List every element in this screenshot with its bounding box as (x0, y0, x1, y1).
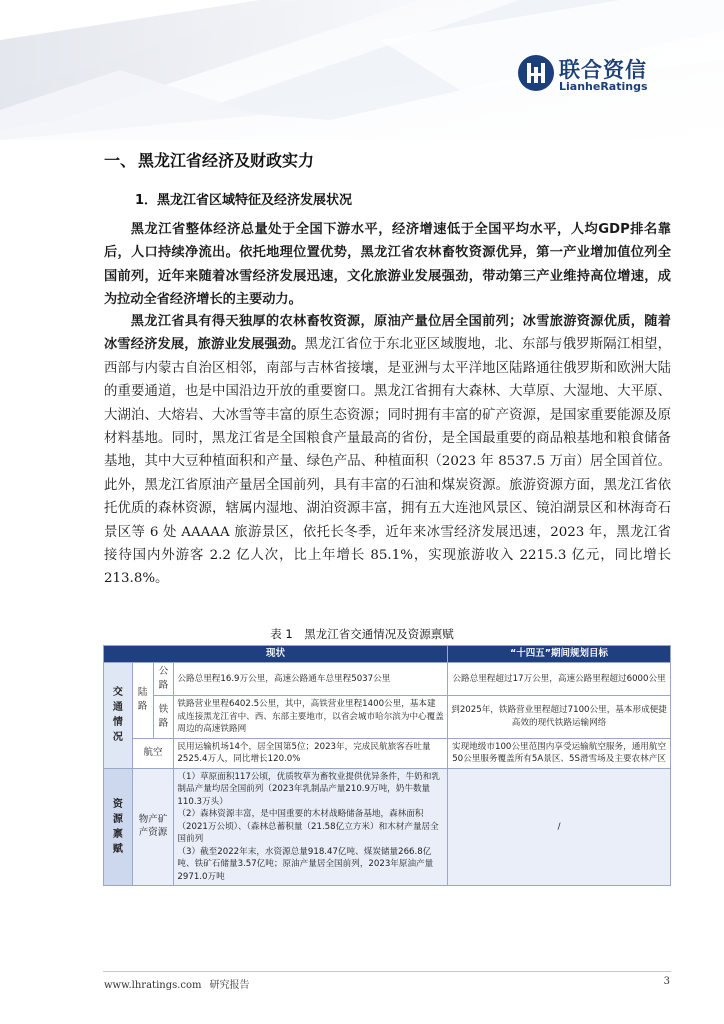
resources-target: / (448, 768, 671, 886)
section-heading (104, 148, 314, 171)
label-land: 陆 路 (132, 663, 153, 739)
table-row-rail (104, 696, 671, 739)
resource-item-3: （3）截至2022年末，水资源总量918.47亿吨、煤炭储量266.8亿吨、铁矿石储量3.57亿吨；原油产量居全国前列，2023年原油产量2971.0万吨 (177, 846, 434, 882)
footer-divider (103, 971, 671, 972)
lianhe-logo-icon (517, 54, 555, 92)
resource-item-1: （1）草原面积117公顷，优质牧草为畜牧业提供优异条件，牛奶和乳制品产量均居全国前列（2023年乳制品产量210.9万吨，奶牛数量110.3万头） (177, 771, 440, 807)
rail-current: 铁路营业里程6402.5公里，其中，高铁营业里程1400公里，基本建成连接黑龙江省中、西、东部主要地市，以省会城市哈尔滨为中心覆盖周边的高速铁路网 (174, 696, 448, 739)
resource-table (103, 645, 671, 886)
resources-current (174, 768, 448, 886)
rail-target: 到2025年，铁路营业里程超过7100公里，基本形成便捷高效的现代铁路运输网络 (448, 696, 671, 739)
label-road: 公 路 (153, 663, 174, 696)
label-rail: 铁 路 (153, 696, 174, 739)
paragraph-1-bold: 黑龙江省整体经济总量处于全国下游水平，经济增速低于全国平均水平，人均GDP排名靠后，人口持续净流出。依托地理位置优势，黑龙江省农林畜牧资源优异，第一产业增加值位列全国前列，近年来随着冰雪经济发展迅速，文化旅游业发展强劲，带动第三产业维持高位增速，成为拉动全省经济增长的主要动力。 (104, 222, 671, 308)
road-target: 公路总里程超过17万公里，高速公路里程超过6000公里 (448, 663, 671, 696)
table-header-row (104, 646, 671, 663)
paragraph-2-bold: 黑龙江省具有得天独厚的农林畜牧资源，原油产量位居全国前列；冰雪旅游资源优质，随着冰雪经济发展，旅游业发展强劲。 (104, 314, 671, 353)
label-air: 航空 (132, 738, 174, 768)
header-target: “十四五”期间规划目标 (448, 646, 671, 663)
paragraph-2-text: 黑龙江省位于东北亚区域腹地，北、东部与俄罗斯隔江相望，西部与内蒙古自治区相邻，南部与吉林省接壤，是亚洲与太平洋地区陆路通往俄罗斯和欧洲大陆的重要通道，也是中国沿边开放的重要窗口。黑龙江省拥有大森林、大草原、大湿地、大平原、大湖泊、大熔岩、大冰雪等丰富的原生态资源；同时拥有丰富的矿产资源，是国家重要能源及原材料基地。同时，黑龙江省是全国粮食产量最高的省份，是全国最重要的商品粮基地和粮食储备基地，其中大豆种植面积和产量、绿色产品、种植面积（2023 年 8537.5 万亩）居全国首位。此外，黑龙江省原油产量居全国前列，具有丰富的石油和煤炭资源。旅游资源方面，黑龙江省依托优质的森林资源，辖属内湿地、湖泊资源丰富，拥有五大连池风景区、镜泊湖景区和林海奇石景区等 6 处 AAAAA 旅游景区，依托长冬季，近年来冰雪经济发展迅速，2023 年，黑龙江省接待国内外游客 2.2 亿人次，比上年增长 85.1%，实现旅游收入 2215.3 亿元，同比增长 213.8%。 (104, 337, 671, 587)
subsection-heading: 1．黑龙江省区域特征及经济发展状况 (135, 193, 353, 208)
brand-name-en: LianheRatings (559, 80, 648, 93)
header-current: 现状 (104, 646, 448, 663)
table-row-air (104, 738, 671, 768)
air-target: 实现地级市100公里范围内享受运输航空服务，通用航空50公里服务覆盖所有5A景区、5S滑雪场及主要农林产区 (448, 738, 671, 768)
page-number: 3 (663, 976, 670, 987)
road-current: 公路总里程16.9万公里，高速公路通车总里程5037公里 (174, 663, 448, 696)
table-row-road (104, 663, 671, 696)
table-row-resources (104, 768, 671, 886)
paragraph-1 (104, 218, 671, 312)
resource-item-2: （2）森林资源丰富，是中国重要的木材战略储备基地，森林面积（2021万公顷）、（森林总蓄积量（21.58亿立方米）和木材产量居全国前列 (177, 809, 439, 844)
category-traffic: 交 通 情 况 (104, 663, 133, 769)
footer-doc-type: 研究报告 (209, 980, 250, 991)
air-current: 民用运输机场14个，居全国第5位；2023年，完成民航旅客吞吐量2525.4万人，同比增长120.0% (174, 738, 448, 768)
label-mineral-resources: 物产矿产资源 (132, 768, 174, 886)
brand-logo (517, 54, 697, 98)
brand-name-cn: 联合资信 (559, 58, 647, 82)
section-number: 一、 (104, 151, 137, 170)
paragraph-2 (104, 310, 671, 591)
section-title: 黑龙江省经济及财政实力 (138, 151, 315, 170)
footer-website-link[interactable]: www.lhratings.com (104, 980, 202, 991)
category-resources: 资 源 禀 赋 (104, 768, 133, 886)
table-caption: 表 1 黑龙江省交通情况及资源禀赋 (270, 627, 454, 641)
footer-left (104, 976, 258, 991)
